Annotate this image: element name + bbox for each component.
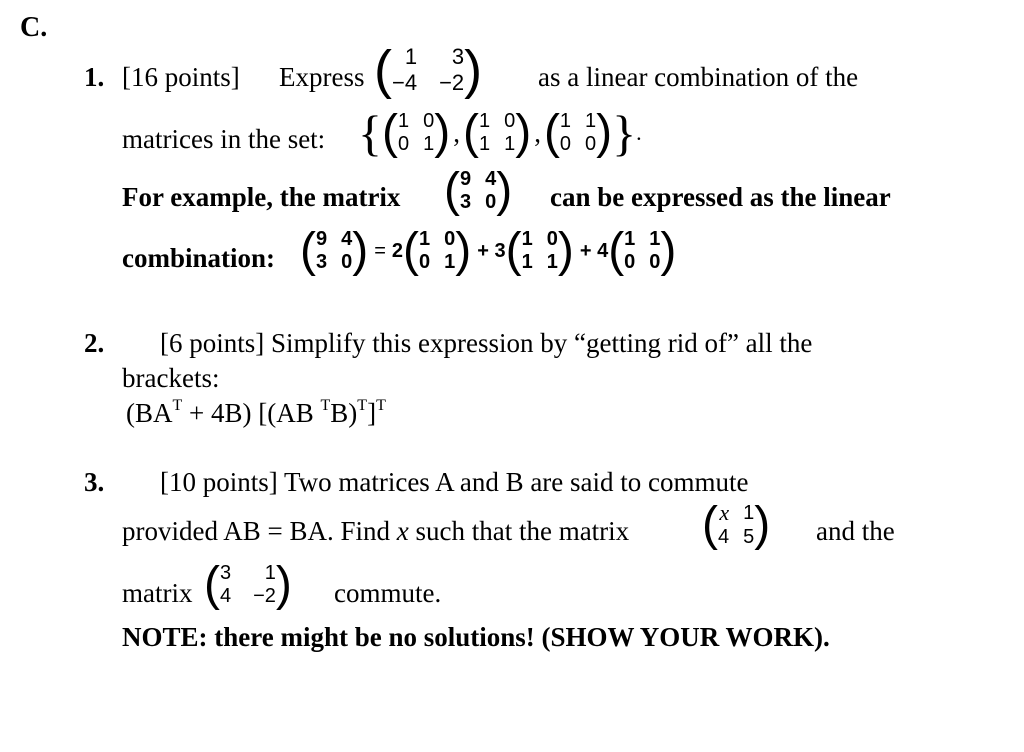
q1-number: 1. <box>84 62 105 92</box>
matrix-entry: 0 <box>585 133 597 155</box>
matrix-entry: 1 <box>404 44 418 69</box>
set-open-brace: { <box>358 105 382 161</box>
q3-text-line-2 <box>122 516 629 547</box>
q1-combination-expression <box>300 224 677 278</box>
q2-text-line-2: brackets: <box>122 363 220 393</box>
matrix-entry: 0 <box>485 191 497 213</box>
matrix-entry: 1 <box>444 251 456 273</box>
transpose-sup: T <box>376 397 386 414</box>
text-part: such that the matrix <box>408 516 630 546</box>
matrix-entry: 0 <box>624 251 636 273</box>
matrix-entry: 3 <box>451 44 465 69</box>
q3-number: 3. <box>84 467 105 497</box>
matrix-entry: 1 <box>478 110 491 132</box>
equals-sign: = <box>374 239 386 262</box>
matrix-entry: 1 <box>624 228 636 250</box>
coefficient: + 4 <box>579 239 609 262</box>
q2-number: 2. <box>84 328 105 358</box>
matrix-entry: 0 <box>397 133 410 155</box>
matrix-entry: −2 <box>253 585 276 607</box>
expr-part: (BA <box>126 398 173 428</box>
combo-term-1: ( 1 0 0 1 ) <box>403 224 472 278</box>
q3-matrix-b: ( 3 1 4 −2 ) <box>204 558 292 612</box>
matrix-entry: 1 <box>397 110 410 132</box>
matrix-entry: 4 <box>485 168 497 190</box>
matrix-entry: 4 <box>219 585 232 607</box>
set-matrix-3: ( 1 1 0 0 ) <box>543 106 613 160</box>
set-matrix-2: ( 1 0 1 1 ) <box>462 106 532 160</box>
set-period: . <box>636 120 642 145</box>
matrix-entry: 0 <box>546 228 558 250</box>
combo-term-2: ( 1 0 1 1 ) <box>505 224 574 278</box>
matrix-entry: 3 <box>315 251 328 273</box>
matrix-entry: 3 <box>459 191 472 213</box>
matrix-entry: 1 <box>264 562 276 584</box>
matrix-entry: −2 <box>439 70 465 95</box>
matrix-entry: 1 <box>478 133 491 155</box>
matrix-entry: 0 <box>444 228 456 250</box>
section-label: C. <box>20 12 48 43</box>
coefficient: 2 <box>391 239 404 262</box>
q1-target-matrix: ( 1 3 −4 −2 ) <box>374 39 483 100</box>
transpose-sup: T <box>357 397 368 414</box>
q1-example-text: For example, the matrix <box>122 182 401 212</box>
set-close-brace: } <box>612 105 637 161</box>
q3-note: NOTE: there might be no solutions! (SHOW YOUR WORK). <box>122 622 830 652</box>
transpose-sup: T <box>320 397 331 414</box>
matrix-entry: 5 <box>743 526 755 548</box>
matrix-entry: 0 <box>341 251 353 273</box>
transpose-sup: T <box>172 397 183 414</box>
matrix-entry: 0 <box>649 251 661 273</box>
matrix-entry: 1 <box>521 228 533 250</box>
matrix-entry: 1 <box>743 501 755 524</box>
combo-result-matrix: ( 9 4 3 0 ) <box>300 224 369 278</box>
q2-text-line-1: [6 points] Simplify this expression by “getting rid of” all the <box>160 328 813 358</box>
q3-text-commute: commute. <box>334 578 442 608</box>
combo-term-3: ( 1 1 0 0 ) <box>608 224 677 278</box>
expr-part: + 4B) [(AB <box>182 398 321 428</box>
matrix-entry: 9 <box>315 228 328 250</box>
matrix-entry: 1 <box>521 251 533 273</box>
matrix-entry: 0 <box>423 110 435 132</box>
matrix-entry: 9 <box>459 168 472 190</box>
matrix-entry: 0 <box>419 251 431 273</box>
matrix-entry: 1 <box>546 251 558 273</box>
expr-part: B) <box>330 398 358 428</box>
matrix-entry: 0 <box>504 110 516 132</box>
coefficient: + 3 <box>477 239 506 262</box>
q3-text-matrix: matrix <box>122 578 193 608</box>
q1-lin-comb-text: as a linear combination of the <box>538 62 859 92</box>
q1-example-text-2: can be expressed as the linear <box>550 182 891 212</box>
matrix-entry: 1 <box>504 133 516 155</box>
q1-matrix-set: { ( 1 0 0 1 ) , ( 1 0 1 1 ) , ( 1 1 0 0 ) } . <box>358 105 642 161</box>
matrix-entry: 1 <box>419 228 431 250</box>
expr-part: ] <box>367 398 377 428</box>
q3-text-and-the: and the <box>816 516 895 546</box>
matrix-entry: 3 <box>219 562 232 584</box>
matrix-entry: x <box>719 500 730 525</box>
matrix-entry: 1 <box>585 110 597 132</box>
q2-expression <box>126 398 386 429</box>
variable-x: x <box>396 516 409 546</box>
text-part: provided AB = BA. Find <box>122 516 397 546</box>
q1-express-label: Express <box>279 62 365 92</box>
matrix-entry: −4 <box>391 70 418 95</box>
q1-points: [16 points] <box>122 62 240 92</box>
set-matrix-1: ( 1 0 0 1 ) <box>382 106 451 160</box>
matrix-entry: 1 <box>423 133 435 155</box>
matrix-entry: 1 <box>649 228 661 250</box>
q1-set-text: matrices in the set: <box>122 124 326 154</box>
q1-example-matrix: ( 9 4 3 0 ) <box>444 164 513 218</box>
q1-combination-label: combination: <box>122 243 276 273</box>
matrix-entry: 4 <box>717 526 730 548</box>
matrix-entry: 4 <box>341 228 353 250</box>
matrix-entry: 0 <box>559 133 572 155</box>
matrix-entry: 1 <box>559 110 572 132</box>
q3-matrix-a: ( x 1 4 5 ) <box>702 497 771 551</box>
q3-text-line-1: [10 points] Two matrices A and B are said to commute <box>160 467 749 497</box>
